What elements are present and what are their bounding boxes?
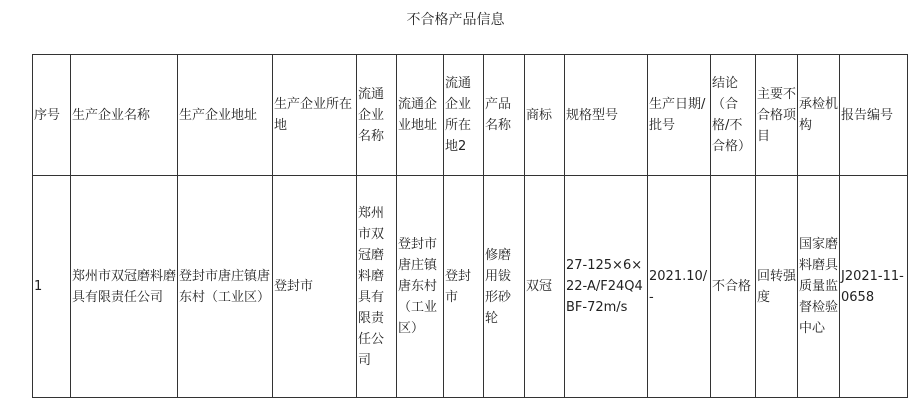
header-cell-conclusion: 结论（合格/不合格） [711,55,756,176]
cell-producer-address: 登封市唐庄镇唐东村（工业区） [178,176,273,398]
header-cell-distributor-address: 流通企业地址 [397,55,444,176]
cell-conclusion: 不合格 [711,176,756,398]
header-cell-distributor-location: 流通企业所在地2 [444,55,484,176]
table-header-row [33,55,908,176]
unqualified-products-table [32,54,908,398]
header-cell-main-failed-items: 主要不合格项目 [756,55,798,176]
header-cell-testing-agency: 承检机构 [798,55,840,176]
cell-producer-name: 郑州市双冠磨料磨具有限责任公司 [71,176,178,398]
header-cell-producer-location: 生产企业所在地 [273,55,357,176]
cell-producer-location: 登封市 [273,176,357,398]
page-title: 不合格产品信息 [406,12,505,28]
header-cell-trademark: 商标 [525,55,565,176]
cell-production-date: 2021.10/- [648,176,711,398]
cell-distributor-location: 登封市 [444,176,484,398]
cell-index: 1 [33,176,71,398]
header-cell-report-number: 报告编号 [840,55,908,176]
header-cell-distributor-name: 流通企业名称 [357,55,397,176]
header-cell-index: 序号 [33,55,71,176]
cell-trademark: 双冠 [525,176,565,398]
header-cell-production-date: 生产日期/批号 [648,55,711,176]
cell-spec-model: 27-125×6×22-A/F24Q4BF-72m/s [565,176,648,398]
cell-distributor-address: 登封市唐庄镇唐东村（工业区） [397,176,444,398]
cell-report-number: J2021-11-0658 [840,176,908,398]
header-cell-product-name: 产品名称 [484,55,525,176]
cell-main-failed-items: 回转强度 [756,176,798,398]
cell-product-name: 修磨用钹形砂轮 [484,176,525,398]
cell-testing-agency: 国家磨料磨具质量监督检验中心 [798,176,840,398]
header-cell-producer-name: 生产企业名称 [71,55,178,176]
header-cell-spec-model: 规格型号 [565,55,648,176]
cell-distributor-name: 郑州市双冠磨料磨具有限责任公司 [357,176,397,398]
table-row [33,176,908,398]
header-cell-producer-address: 生产企业地址 [178,55,273,176]
